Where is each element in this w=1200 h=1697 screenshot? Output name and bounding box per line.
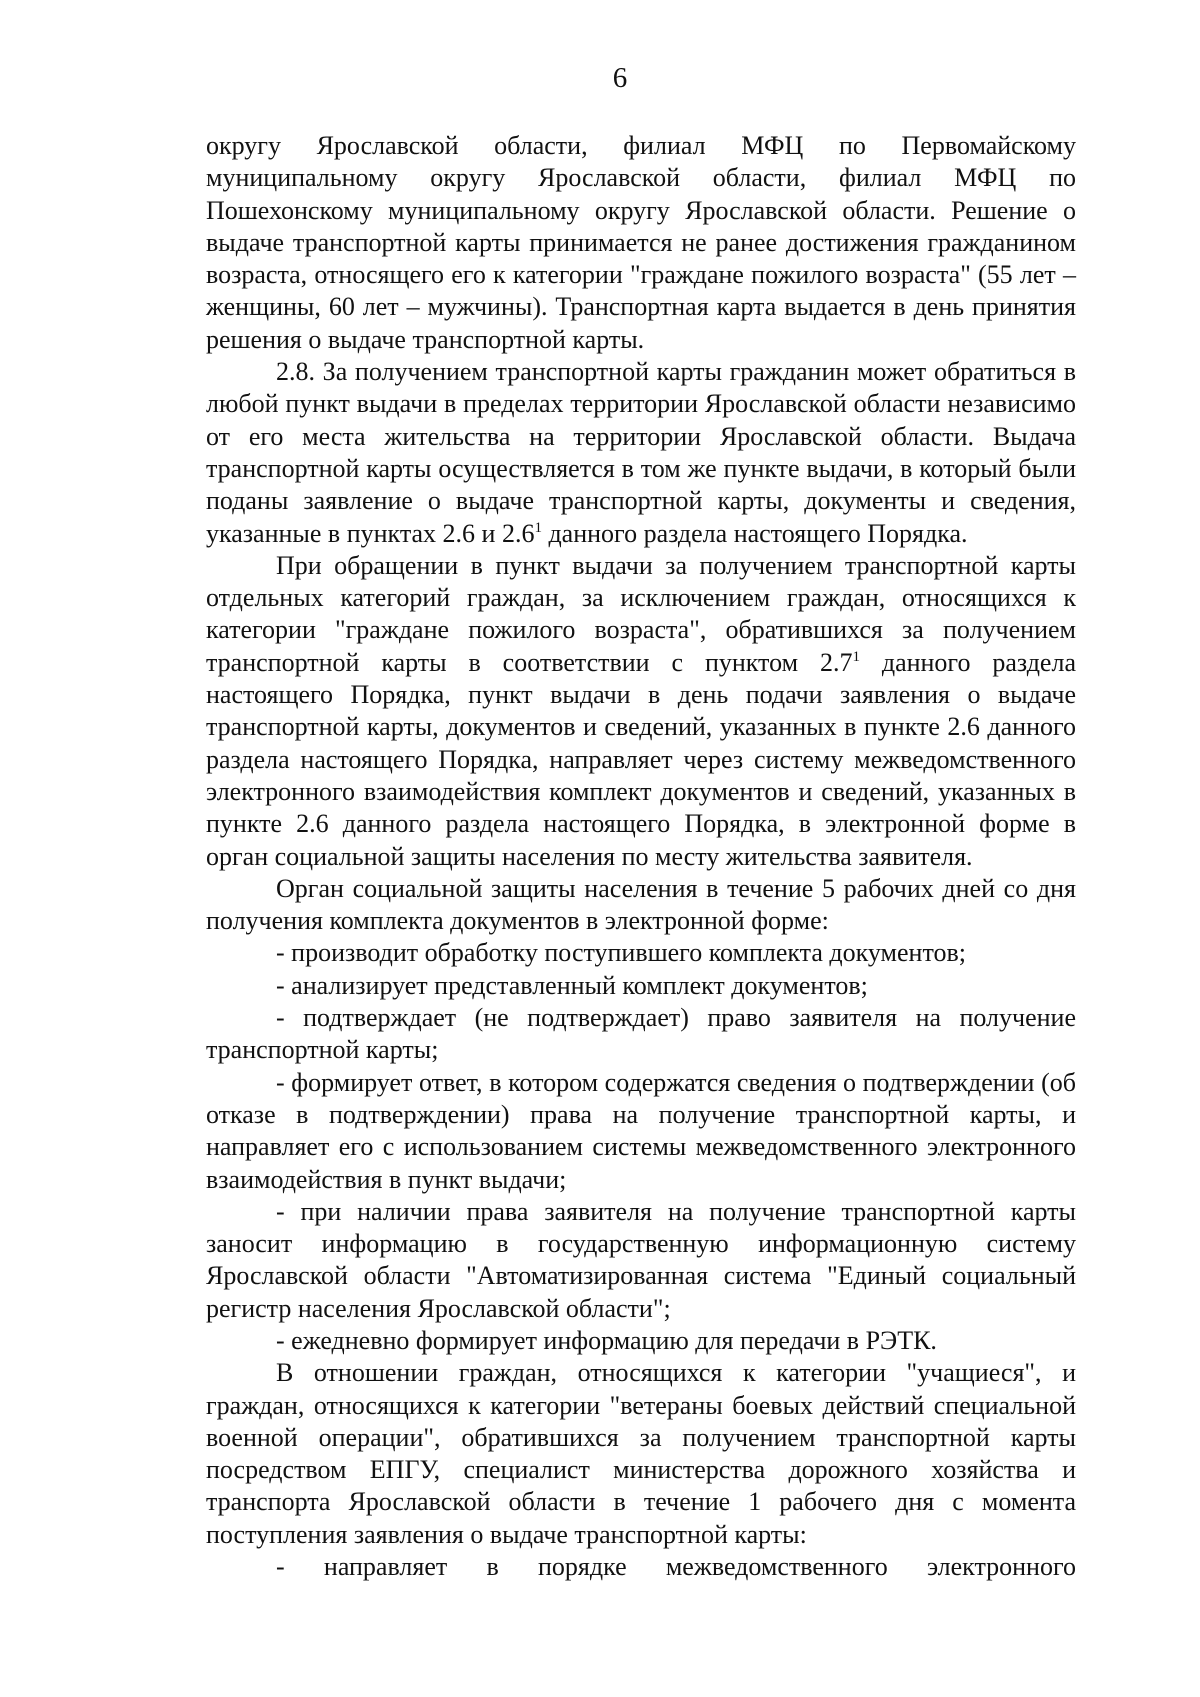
paragraph-text: При обращении в пункт выдачи за получением транспортной карты отдельных категорий граждан, за исключением граждан, относящихся к категории "граждане пожилого возраста", обратившихся за получением транспортной карты в соответствии с пунктом 2.7: [206, 550, 1076, 677]
paragraph: В отношении граждан, относящихся к категории "учащиеся", и граждан, относящихся к категории "ветераны боевых действий специальной военной операции", обратившихся за получением транспортной карты посредством ЕПГУ, специалист министерства дорожного хозяйства и транспорта Ярославской области в течение 1 рабочего дня с момента поступления заявления о выдаче транспортной карты:: [206, 1358, 1076, 1549]
list-item: - подтверждает (не подтверждает) право заявителя на получение транспортной карты;: [206, 1003, 1076, 1065]
superscript: 1: [852, 648, 860, 665]
list-item: - анализирует представленный комплект документов;: [276, 970, 868, 1000]
list-item: - формирует ответ, в котором содержатся сведения о подтверждении (об отказе в подтверждении) права на получение транспортной карты, и направляет его с использованием системы межведомственного электронного взаимодействия в пункт выдачи;: [206, 1067, 1076, 1194]
list-item: - производит обработку поступившего комплекта документов;: [276, 938, 966, 968]
superscript: 1: [534, 519, 542, 536]
paragraph: [206, 550, 1076, 873]
paragraph-text: данного раздела настоящего Порядка.: [541, 518, 968, 548]
paragraph: Орган социальной защиты населения в течение 5 рабочих дней со дня получения комплекта документов в электронной форме:: [206, 873, 1076, 936]
document-body: [206, 130, 1076, 1583]
paragraph-2-8: [206, 356, 1076, 550]
paragraph-text: 2.8. За получением транспортной карты гражданин может обратиться в любой пункт выдачи в пределах территории Ярославской области независимо от его места жительства на территории Ярославской области. Выдача транспортной карты осуществляется в том же пункте выдачи, в который были поданы заявление о выдаче транспортной карты, документы и сведения, указанные в пунктах 2.6 и 2.6: [206, 357, 1076, 548]
list-item: - при наличии права заявителя на получение транспортной карты заносит информацию в государственную информационную систему Ярославской области "Автоматизированная система "Единый социальный регистр населения Ярославской области";: [206, 1196, 1076, 1323]
page-number: 6: [612, 62, 628, 94]
paragraph-text: данного раздела настоящего Порядка, пункт выдачи в день подачи заявления о выдаче транспортной карты, документов и сведений, указанных в пункте 2.6 данного раздела настоящего Порядка, направляет через систему межведомственного электронного взаимодействия комплект документов и сведений, указанных в пункте 2.6 данного раздела настоящего Порядка, в электронной форме в орган социальной защиты населения по месту жительства заявителя.: [206, 647, 1076, 871]
paragraph: округу Ярославской области, филиал МФЦ по Первомайскому муниципальному округу Ярославской области, филиал МФЦ по Пошехонскому муниципальному округу Ярославской области. Решение о выдаче транспортной карты принимается не ранее достижения гражданином возраста, относящего его к категории "граждане пожилого возраста" (55 лет – женщины, 60 лет – мужчины). Транспортная карта выдается в день принятия решения о выдаче транспортной карты.: [206, 131, 1076, 354]
list-item: - направляет в порядке межведомственного электронного: [276, 1552, 1076, 1582]
list-item: - ежедневно формирует информацию для передачи в РЭТК.: [276, 1325, 937, 1355]
